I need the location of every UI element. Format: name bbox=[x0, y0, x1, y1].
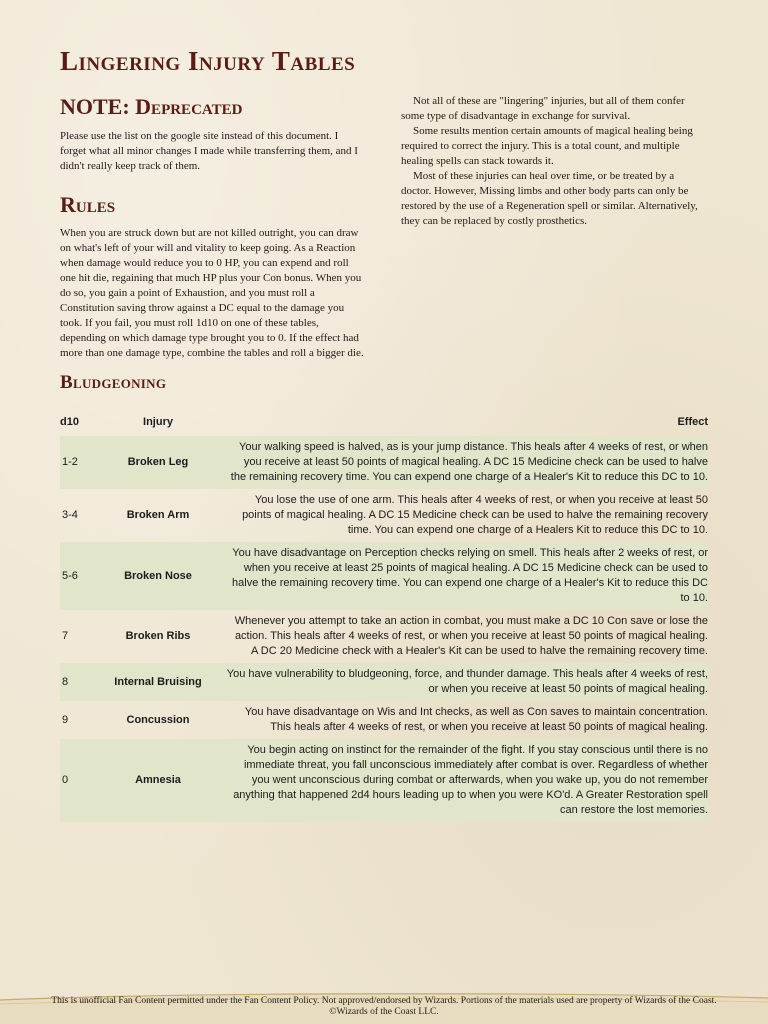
effect-cell: Your walking speed is halved, as is your jump distance. This heals after 4 weeks of rest, or when you receive at least 50 points of magical healing. A DC 15 Medicine check can be used to halve the remaining recovery time. You can expend one charge of a Healer's Kit to reduce this DC to 10. bbox=[212, 436, 708, 489]
intro-paragraph: Not all of these are "lingering" injuries, but all of them confer some type of disadvantage in exchange for survival. bbox=[401, 95, 685, 122]
left-column bbox=[60, 94, 366, 361]
effect-cell: You have vulnerability to bludgeoning, force, and thunder damage. This heals after 4 weeks of rest, or when you receive at least 50 points of magical healing. bbox=[212, 663, 708, 701]
footer-legal-text: This is unofficial Fan Content permitted under the Fan Content Policy. Not approved/endorsed by Wizards. Portions of the materials used are property of Wizards of the Coast. ©Wizards of the Coast LLC. bbox=[51, 996, 717, 1017]
roll-cell: 0 bbox=[60, 739, 104, 822]
effect-cell: You have disadvantage on Wis and Int checks, as well as Con saves to maintain concentration. This heals after 4 weeks of rest, or when you receive at least 50 points of magical healing. bbox=[244, 706, 708, 733]
roll-cell: 5-6 bbox=[60, 542, 104, 610]
effect-cell: You begin acting on instinct for the remainder of the fight. If you stay conscious until there is no immediate threat, you fall unconscious immediately after combat is over. Regardless of whether you went unconscious during combat or afterwards, when you wake up, you do not remember anything that happened 2d4 hours leading up to when you were KO'd. A Greater Restoration spell can restore the lost memories. bbox=[212, 739, 708, 822]
bludgeoning-heading: Bludgeoning bbox=[60, 372, 167, 393]
note-text: Please use the list on the google site instead of this document. I forget what all minor changes I made while transferring them, and I didn't really keep track of them. bbox=[60, 130, 358, 172]
table-row bbox=[60, 436, 708, 489]
injury-cell: Broken Leg bbox=[104, 436, 212, 489]
note-heading: NOTE: Deprecated bbox=[60, 94, 243, 119]
roll-cell: 7 bbox=[62, 630, 69, 642]
injury-cell: Broken Nose bbox=[104, 542, 212, 610]
page-title: Lingering Injury Tables bbox=[60, 46, 356, 76]
roll-cell: 1-2 bbox=[60, 436, 104, 489]
injury-cell: Amnesia bbox=[104, 739, 212, 822]
injury-cell: Broken Arm bbox=[126, 509, 190, 521]
effect-cell: You have disadvantage on Perception checks relying on smell. This heals after 2 weeks of rest, or when you receive at least 25 points of magical healing. A DC 15 Medicine check can be used to halve the remaining recovery time. You can expend one charge of a Healer's Kit to reduce this DC to 10. bbox=[212, 542, 708, 610]
table-row bbox=[60, 701, 708, 739]
roll-cell: 9 bbox=[62, 713, 69, 726]
right-column bbox=[401, 94, 707, 229]
header-injury: Injury bbox=[143, 416, 173, 428]
injury-cell: Internal Bruising bbox=[104, 663, 212, 701]
header-effect: Effect bbox=[677, 416, 708, 428]
intro-paragraph: Most of these injuries can heal over time, or be treated by a doctor. However, Missing limbs and other body parts can only be restored by the use of a Regeneration spell or similar. Alternatively, they can be replaced by costly prosthetics. bbox=[401, 170, 698, 227]
rules-heading: Rules bbox=[60, 192, 116, 217]
header-d10: d10 bbox=[60, 416, 79, 428]
table-header-row bbox=[60, 412, 708, 436]
injury-cell: Broken Ribs bbox=[125, 630, 191, 642]
injury-cell: Concussion bbox=[126, 713, 190, 726]
table-row bbox=[60, 663, 708, 701]
table-row bbox=[60, 542, 708, 610]
intro-paragraph: Some results mention certain amounts of magical healing being required to correct the injury. This is a total count, and multiple healing spells can stack towards it. bbox=[401, 125, 693, 167]
table-row bbox=[60, 610, 708, 663]
effect-cell: Whenever you attempt to take an action in combat, you must make a DC 10 Con save or lose the action. This heals after 4 weeks of rest, or when you receive at least 50 points of magical healing. A DC 20 Medicine check with a Healer's Kit can be used to halve the remaining recovery time. bbox=[234, 615, 708, 657]
effect-cell: You lose the use of one arm. This heals after 4 weeks of rest, or when you receive at least 50 points of magical healing. A DC 15 Medicine check can be used to halve the remaining recovery time. You can expend one charge of a Healers Kit to reduce this DC to 10. bbox=[242, 494, 708, 536]
roll-cell: 3-4 bbox=[62, 509, 78, 521]
table-row bbox=[60, 739, 708, 822]
table-row bbox=[60, 489, 708, 542]
roll-cell: 8 bbox=[60, 663, 104, 701]
rules-text: When you are struck down but are not killed outright, you can draw on what's left of your will and vitality to keep going. As a Reaction when damage would reduce you to 0 HP, you can expend and roll one hit die, regaining that much HP plus your Con bonus. When you do so, you gain a point of Exhaustion, and you must roll a Constitution saving throw against a DC equal to the damage you took. If you fail, you must roll 1d10 on one of these tables, depending on which damage type brought you to 0. If the effect had more than one damage type, combine the tables and roll a bigger die. bbox=[60, 227, 364, 359]
bludgeoning-table bbox=[60, 412, 708, 822]
